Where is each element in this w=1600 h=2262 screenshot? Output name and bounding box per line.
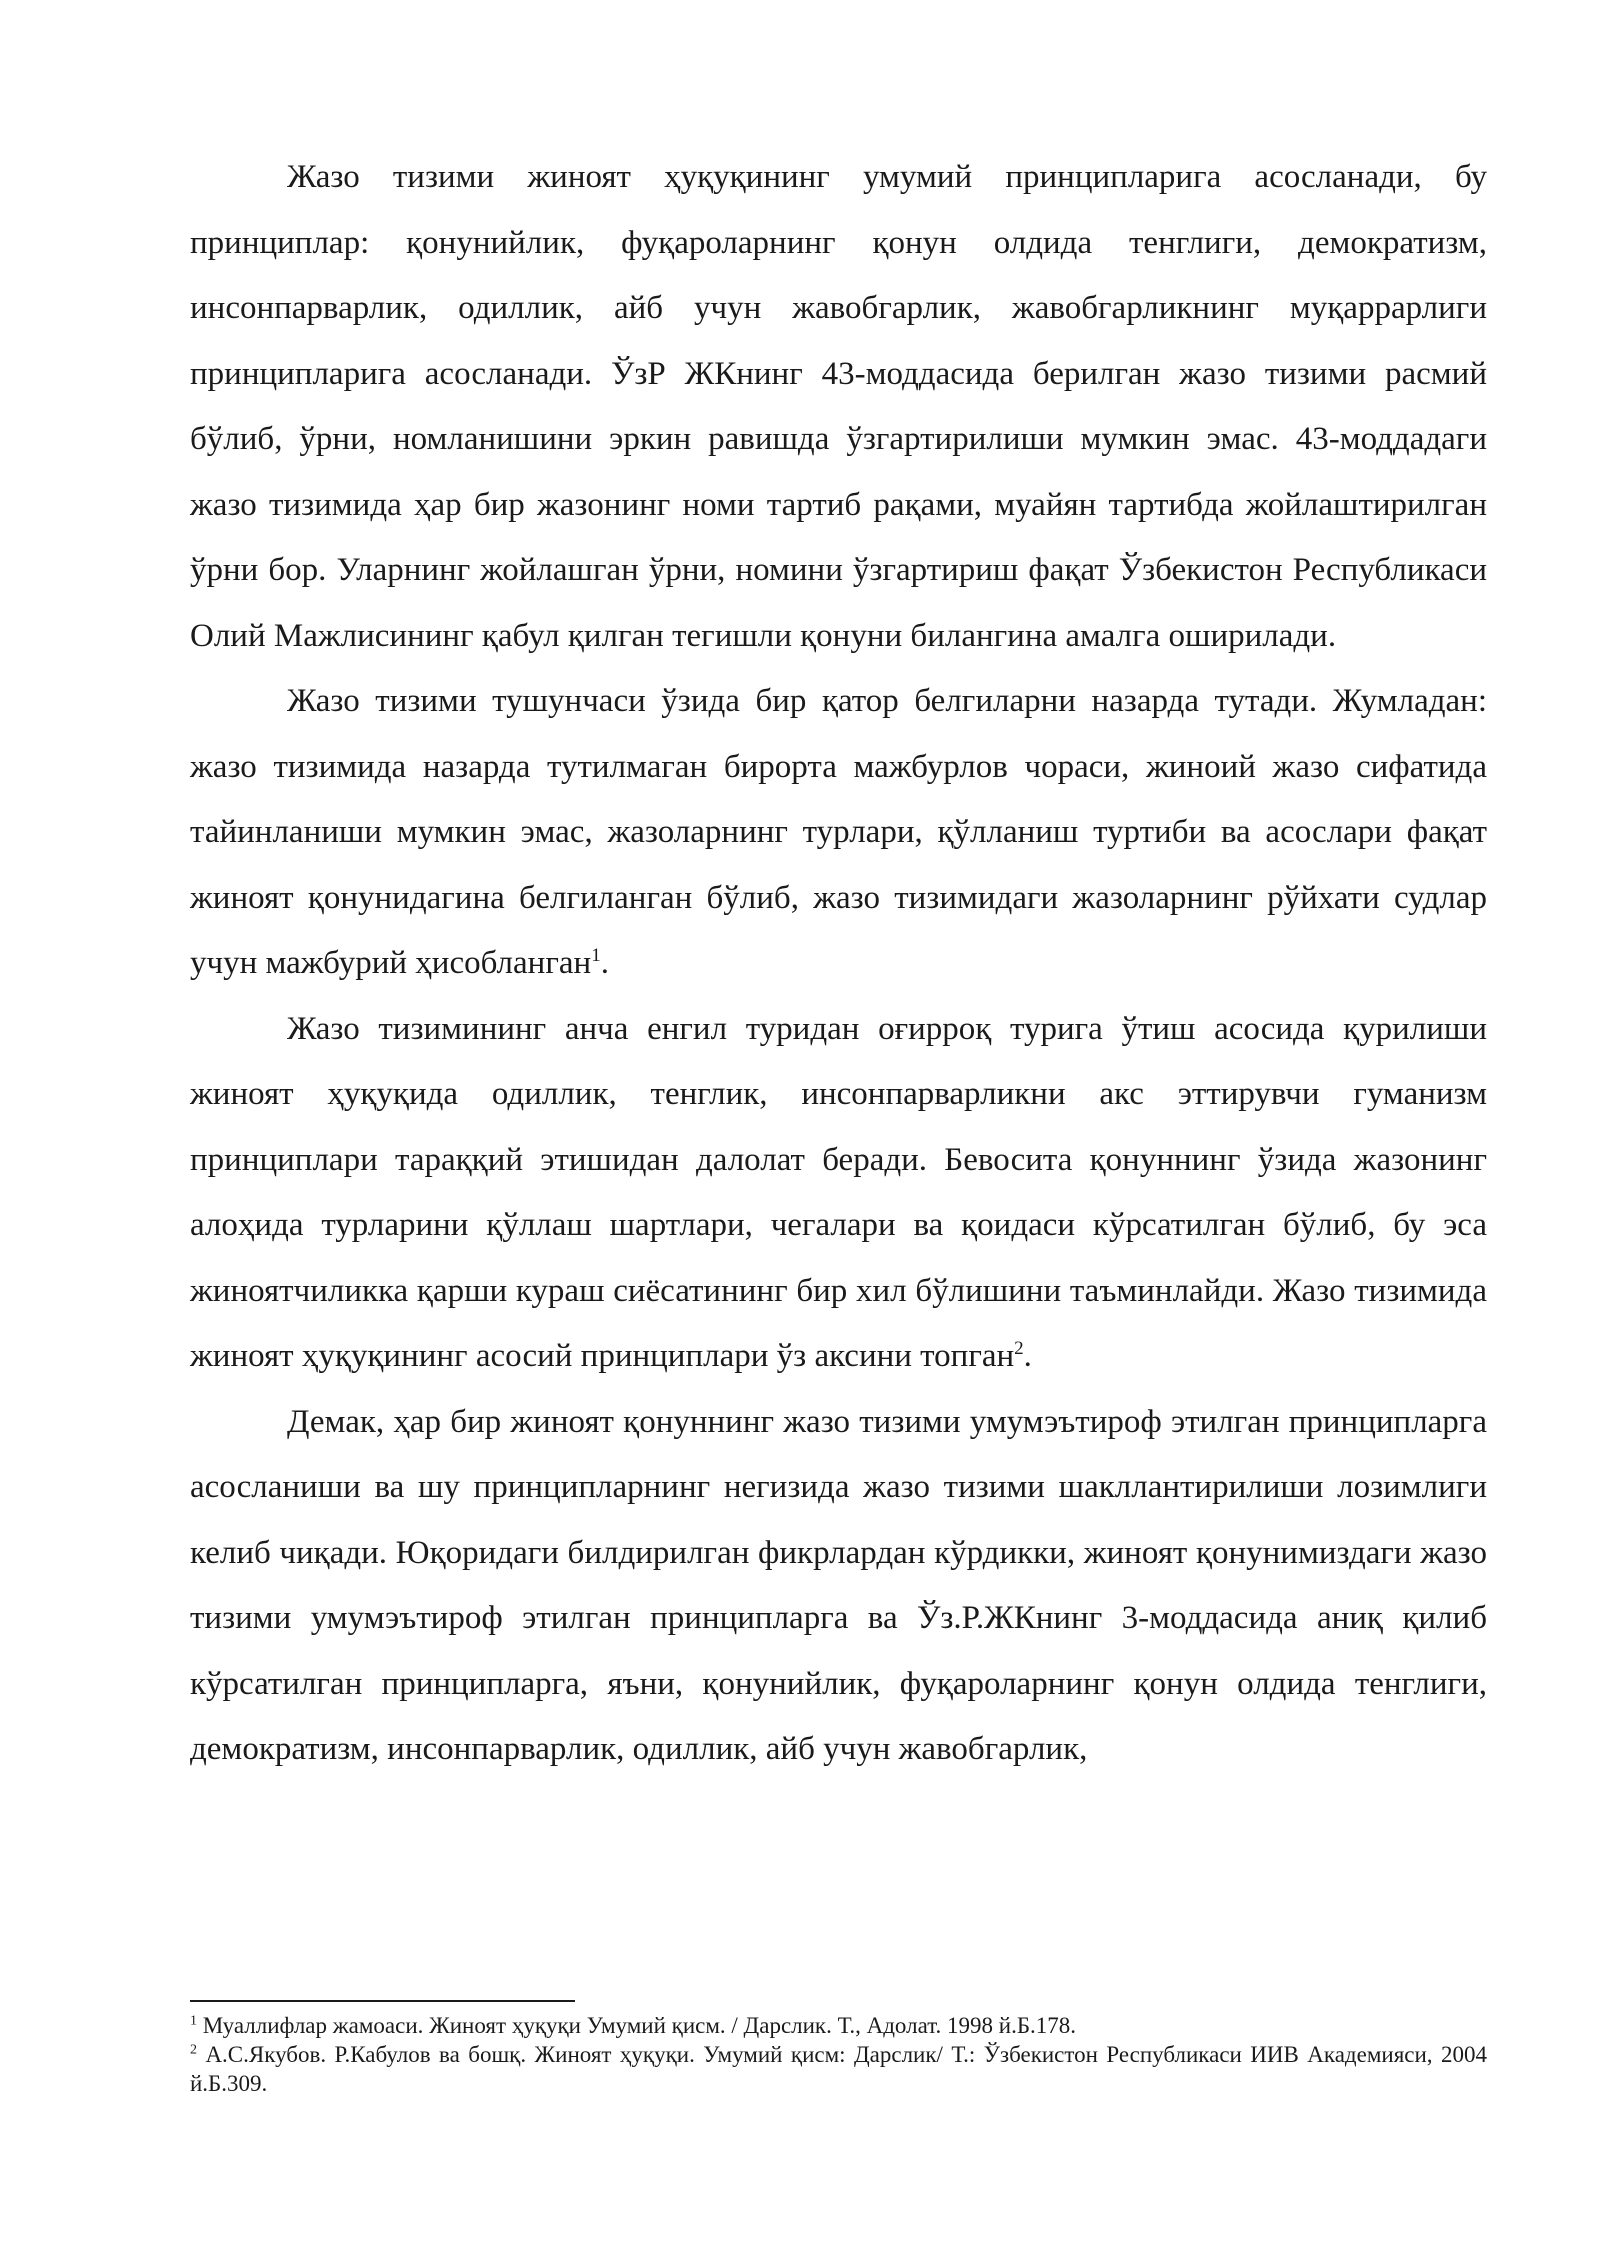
- footnote-1-text: Муаллифлар жамоаси. Жиноят ҳуқуқи Умумий қисм. / Дарслик. Т., Адолат. 1998 й.Б.178.: [197, 2013, 1077, 2038]
- paragraph-2-text: Жазо тизими тушунчаси ўзида бир қатор белгиларни назарда тутади. Жумладан: жазо тизимида назарда тутилмаган бирорта мажбурлов чораси, жиноий жазо сифатида тайинланиши мумкин эмас, жазоларнинг турлари, қўлланиш туртиби ва асослари фақат жиноят қонунидагина белгиланган бўлиб, жазо тизимидаги жазоларнинг рўйхати судлар учун мажбурий ҳисобланган: [190, 683, 1487, 981]
- paragraph-1: Жазо тизими жиноят ҳуқуқининг умумий принципларига асосланади, бу принциплар: қонунийлик, фуқароларнинг қонун олдида тенглиги, демократизм, инсонпарварлик, одиллик, айб учун жавобгарлик, жавобгарликнинг муқаррарлиги принципларига асосланади. ЎзР ЖКнинг 43-моддасида берилган жазо тизими расмий бўлиб, ўрни, номланишини эркин равишда ўзгартирилиши мумкин эмас. 43-моддадаги жазо тизимида ҳар бир жазонинг номи тартиб рақами, муайян тартибда жойлаштирилган ўрни бор. Уларнинг жойлашган ўрни, номини ўзгартириш фақат Ўзбекистон Республикаси Олий Мажлисининг қабул қилган тегишли қонуни билангина амалга оширилади.: [190, 159, 1487, 654]
- paragraph-2-end: .: [600, 945, 609, 981]
- footnote-1: [190, 2011, 1487, 2040]
- paragraph-3-text: Жазо тизимининг анча енгил туридан оғирроқ турига ўтиш асосида қурилиши жиноят ҳуқуқида одиллик, тенглик, инсонпарварликни акс эттирувчи гуманизм принциплари тараққий этишидан далолат беради. Бевосита қонуннинг ўзида жазонинг алоҳида турларини қўллаш шартлари, чегалари ва қоидаси кўрсатилган бўлиб, бу эса жиноятчиликка қарши кураш сиёсатининг бир хил бўлишини таъминлайди. Жазо тизимида жиноят ҳуқуқининг асосий принциплари ўз аксини топган: [190, 1010, 1487, 1374]
- paragraph-3: [190, 997, 1487, 1390]
- footnote-ref-2: 2: [1014, 1338, 1024, 1359]
- footnote-2-text: А.С.Якубов. Р.Кабулов ва бошқ. Жиноят ҳуқуқи. Умумий қисм: Дарслик/ Т.: Ўзбекистон Республикаси ИИВ Академияси, 2004 й.Б.309.: [190, 2042, 1487, 2096]
- footnote-1-mark: 1: [190, 2013, 197, 2029]
- document-page: [190, 145, 1487, 1783]
- paragraph-2: [190, 669, 1487, 997]
- footnote-ref-1: 1: [591, 945, 601, 966]
- paragraph-3-end: .: [1023, 1338, 1032, 1374]
- paragraph-4: Демак, ҳар бир жиноят қонуннинг жазо тизими умумэътироф этилган принципларга асосланиши ва шу принципларнинг негизида жазо тизими шакллантирилиши лозимлиги келиб чиқади. Юқоридаги билдирилган фикрлардан кўрдикки, жиноят қонунимиздаги жазо тизими умумэътироф этилган принципларга ва Ўз.Р.ЖКнинг 3-моддасида аниқ қилиб кўрсатилган принципларга, яъни, қонунийлик, фуқароларнинг қонун олдида тенглиги, демократизм, инсонпарварлик, одиллик, айб учун жавобгарлик,: [190, 1403, 1487, 1767]
- footnote-separator: [190, 2000, 575, 2002]
- footnote-2: [190, 2040, 1487, 2098]
- footnotes: [190, 2011, 1487, 2098]
- footnote-2-mark: 2: [190, 2042, 197, 2058]
